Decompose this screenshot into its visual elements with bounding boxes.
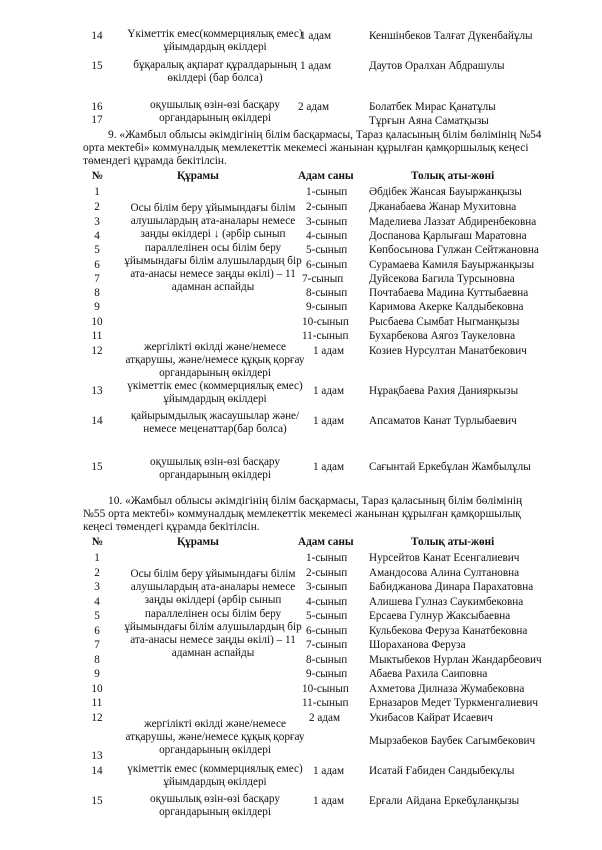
column-header-number: №	[92, 536, 104, 548]
fullname-cell: Алишева Гулназ Саукимбековна	[369, 596, 524, 608]
count-cell: 2 адам	[298, 101, 330, 113]
fullname-cell: Мырзабеков Баубек Сагымбекович	[369, 735, 536, 747]
row-number: 3	[94, 216, 100, 228]
row-number: 7	[94, 273, 100, 285]
row-number: 11	[91, 697, 103, 709]
fullname-cell: Дуйсекова Багила Турсыновна	[369, 273, 515, 285]
composition-cell: үкіметтік емес (коммерциялық емес) ұйымдардың өкілдері	[127, 380, 303, 406]
row-number: 12	[91, 345, 103, 357]
composition-cell: оқушылық өзін-өзі басқару органдарының өкілдері	[150, 793, 280, 819]
count-cell: 1 адам	[313, 345, 345, 357]
column-header-composition: Құрамы	[177, 536, 219, 548]
fullname-cell: Амандосова Алина Султановна	[369, 567, 520, 579]
row-number: 10	[91, 683, 103, 695]
count-cell: 6-сынып	[306, 625, 348, 637]
row-number: 15	[91, 795, 103, 807]
fullname-cell: Маделиева Лаззат Абдиренбековна	[369, 216, 537, 228]
fullname-cell: Ерсаева Гулнур Жаксыбаевна	[369, 610, 511, 622]
column-header-count: Адам саны	[298, 170, 354, 182]
count-cell: 3-сынып	[306, 216, 348, 228]
fullname-cell: Бухарбекова Аягоз Таукеловна	[369, 330, 516, 342]
count-cell: 1 адам	[313, 385, 345, 397]
composition-cell: оқушылық өзін-өзі басқару органдарының өкілдері	[150, 456, 280, 482]
count-cell: 1-сынып	[306, 186, 348, 198]
composition-cell: Үкіметтік емес(коммерциялық емес) ұйымдардың өкілдері	[127, 28, 303, 54]
count-cell: 1 адам	[300, 60, 332, 72]
count-cell: 7-сынып	[306, 639, 348, 651]
count-cell: 1 адам	[313, 795, 345, 807]
row-number: 10	[91, 316, 103, 328]
count-cell: 2-сынып	[306, 201, 348, 213]
row-number: 3	[94, 581, 100, 593]
row-number: 15	[91, 461, 103, 473]
row-number: 15	[91, 60, 103, 72]
fullname-cell: Доспанова Қарлығаш Маратовна	[369, 230, 527, 242]
fullname-cell: Ерназаров Медет Туркменгалиевич	[369, 697, 539, 709]
count-cell: 1 адам	[300, 30, 332, 42]
row-number: 16	[91, 101, 103, 113]
count-cell: 9-сынып	[306, 668, 348, 680]
fullname-cell: Бабиджанова Динара Парахатовна	[369, 581, 534, 593]
fullname-cell: Көпбосынова Гулжан Сейтжановна	[369, 244, 539, 256]
row-number: 17	[91, 114, 103, 126]
fullname-cell: Мыктыбеков Нурлан Жандарбеович	[369, 654, 542, 666]
count-cell: 1 адам	[313, 765, 345, 777]
section-10-paragraph-line: кеңесі төмендегі құрамда бекітілсін.	[83, 521, 260, 533]
column-header-composition: Құрамы	[177, 170, 219, 182]
count-cell: 3-сынып	[306, 581, 348, 593]
fullname-cell: Укибасов Кайрат Исаевич	[369, 712, 493, 724]
composition-cell: Осы білім беру ұйымындағы білім алушылардың ата-аналары немесе заңды өкілдері (әрбір сынып параллелінен осы білім беру ұйымындағы білім алушылардың бір ата-анасы немесе заңды өкілі) – 11 адамнан аспайды	[124, 568, 302, 660]
count-cell: 2-сынып	[306, 567, 348, 579]
row-number: 8	[94, 287, 100, 299]
section-10-paragraph-line: №55 орта мектебі» коммуналдық мемлекеттік мекемесі жанынан құрылған қамқоршылық	[83, 508, 521, 520]
column-header-number: №	[92, 170, 104, 182]
fullname-cell: Тұрғын Аяна Саматқызы	[369, 115, 489, 127]
row-number: 5	[94, 244, 100, 256]
count-cell: 5-сынып	[306, 244, 348, 256]
count-cell: 4-сынып	[306, 596, 348, 608]
fullname-cell: Әбдібек Жансая Бауыржанқызы	[369, 186, 522, 198]
section-10-paragraph-line: 10. «Жамбыл облысы әкімдігінің білім басқармасы, Тараз қаласының білім бөлімінің	[108, 495, 523, 507]
composition-cell: жергілікті өкілді және/немесе атқарушы, және/немесе құқық қорғау органдарының өкілдері	[125, 341, 305, 380]
row-number: 7	[94, 639, 100, 651]
count-cell: 1 адам	[313, 415, 345, 427]
composition-cell: оқушылық өзін-өзі басқару органдарының өкілдері	[150, 99, 280, 125]
row-number: 13	[91, 385, 103, 397]
count-cell: 11-сынып	[302, 697, 349, 709]
row-number: 2	[94, 567, 100, 579]
row-number: 5	[94, 610, 100, 622]
row-number: 9	[94, 301, 100, 313]
count-cell: 10-сынып	[302, 683, 349, 695]
section-9-paragraph-line: орта мектебі» коммуналдық мемлекеттік мекемесі жанынан құрылған қамқоршылық кеңесі	[83, 142, 529, 154]
fullname-cell: Почтабаева Мадина Куттыбаевна	[369, 287, 529, 299]
fullname-cell: Каримова Акерке Калдыбековна	[369, 301, 524, 313]
row-number: 1	[94, 552, 100, 564]
row-number: 13	[91, 750, 103, 762]
fullname-cell: Джанабаева Жанар Мухитовна	[369, 201, 517, 213]
section-9-paragraph-line: 9. «Жамбыл облысы әкімдігінің білім басқармасы, Тараз қаласының білім бөлімінің №54	[108, 129, 542, 141]
fullname-cell: Шораханова Феруза	[369, 639, 466, 651]
fullname-cell: Кульбекова Феруза Канатбековна	[369, 625, 528, 637]
count-cell: 11-сынып	[302, 330, 349, 342]
count-cell: 10-сынып	[302, 316, 349, 328]
fullname-cell: Ахметова Дилназа Жумабековна	[369, 683, 525, 695]
fullname-cell: Апсаматов Канат Турлыбаевич	[369, 415, 517, 427]
fullname-cell: Кеншінбеков Талғат Дүкенбайұлы	[369, 30, 533, 42]
count-cell: 2 адам	[309, 712, 341, 724]
section-9-paragraph-line: төмендегі құрамда бекітілсін.	[83, 155, 227, 167]
composition-cell: қайырымдылық жасаушылар және/немесе меценаттар(бар болса)	[130, 410, 300, 436]
fullname-cell: Нұрақбаева Рахия Данияркызы	[369, 385, 519, 397]
count-cell: 8-сынып	[306, 654, 348, 666]
column-header-fullname: Толық аты-жөні	[411, 536, 495, 548]
row-number: 9	[94, 668, 100, 680]
row-number: 2	[94, 201, 100, 213]
fullname-cell: Рысбаева Сымбат Ныгманқызы	[369, 316, 520, 328]
row-number: 11	[91, 330, 103, 342]
count-cell: 7-сынып	[302, 273, 344, 285]
fullname-cell: Ерғали Айдана Еркебұланқызы	[369, 795, 520, 807]
row-number: 14	[91, 765, 103, 777]
fullname-cell: Козиев Нурсултан Манатбекович	[369, 345, 527, 357]
fullname-cell: Нурсейтов Канат Есенгалиевич	[369, 552, 520, 564]
row-number: 6	[94, 259, 100, 271]
count-cell: 1-сынып	[306, 552, 348, 564]
fullname-cell: Болатбек Мирас Қанатұлы	[369, 101, 496, 113]
row-number: 14	[91, 415, 103, 427]
composition-cell: жергілікті өкілді және/немесе атқарушы, және/немесе құқық қорғау органдарының өкілдері	[125, 718, 305, 757]
row-number: 12	[91, 712, 103, 724]
count-cell: 5-сынып	[306, 610, 348, 622]
row-number: 4	[94, 230, 100, 242]
row-number: 4	[94, 596, 100, 608]
fullname-cell: Исатай Ғабиден Сандыбекұлы	[369, 765, 515, 777]
row-number: 6	[94, 625, 100, 637]
fullname-cell: Сурамаева Камиля Бауыржанқызы	[369, 259, 535, 271]
count-cell: 4-сынып	[306, 230, 348, 242]
row-number: 1	[94, 186, 100, 198]
row-number: 14	[91, 30, 103, 42]
row-number: 8	[94, 654, 100, 666]
count-cell: 9-сынып	[306, 301, 348, 313]
count-cell: 1 адам	[313, 461, 345, 473]
composition-cell: бұқаралық ақпарат құралдарының өкілдері (бар болса)	[133, 59, 297, 85]
column-header-fullname: Толық аты-жөні	[411, 170, 495, 182]
composition-cell: Осы білім беру ұйымындағы білім алушылардың ата-аналары немесе заңды өкілдері ↓ (әрбір сынып параллелінен осы білім беру ұйымындағы білім алушылардың бір ата-анасы немесе заңды өкілі) – 11 адамнан аспайды	[124, 202, 302, 294]
fullname-cell: Абаева Рахила Саиповна	[369, 668, 488, 680]
count-cell: 8-сынып	[306, 287, 348, 299]
composition-cell: үкіметтік емес (коммерциялық емес) ұйымдардың өкілдері	[127, 763, 303, 789]
fullname-cell: Сағынтай Еркебұлан Жамбылұлы	[369, 461, 531, 473]
column-header-count: Адам саны	[298, 536, 354, 548]
count-cell: 6-сынып	[306, 259, 348, 271]
fullname-cell: Даутов Оралхан Абдрашулы	[369, 60, 505, 72]
